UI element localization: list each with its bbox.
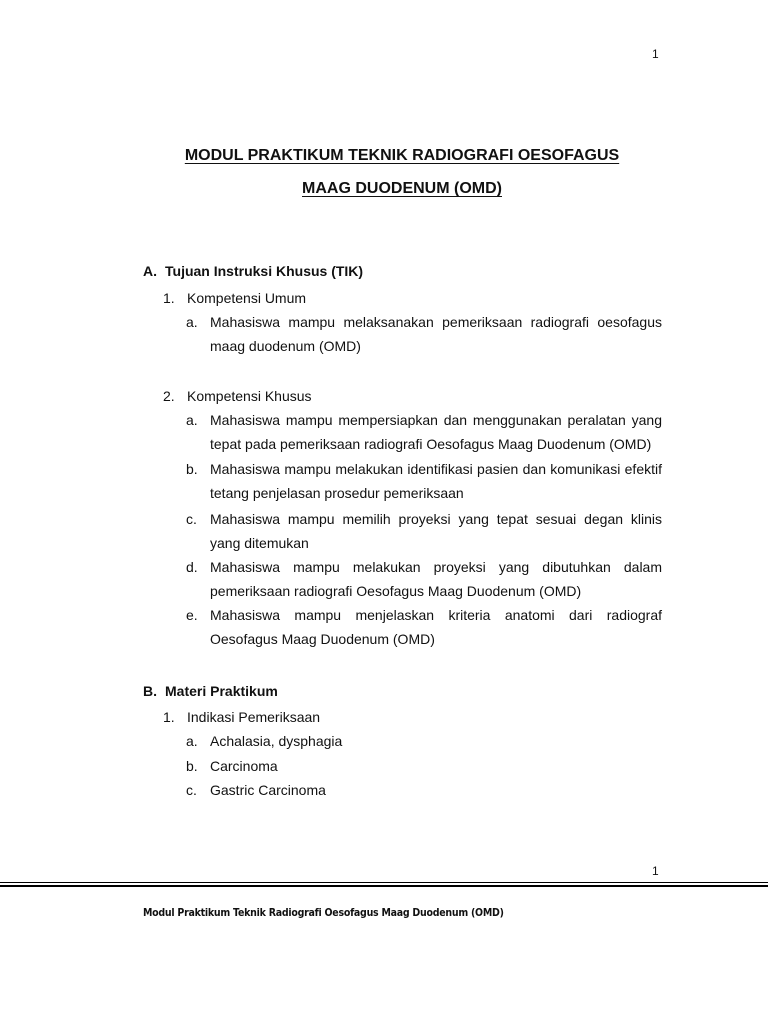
list-item bbox=[186, 754, 662, 778]
section-title: Tujuan Instruksi Khusus (TIK) bbox=[165, 263, 364, 279]
page-number-bottom: 1 bbox=[652, 864, 659, 878]
kompetensi-khusus-item bbox=[163, 388, 312, 404]
list-title: Indikasi Pemeriksaan bbox=[187, 709, 321, 725]
section-marker: B. bbox=[143, 683, 157, 699]
footer-divider bbox=[0, 882, 768, 883]
list-item bbox=[186, 457, 662, 505]
list-marker: a. bbox=[186, 733, 198, 749]
list-item bbox=[186, 778, 662, 802]
list-item bbox=[186, 555, 662, 603]
list-marker: 1. bbox=[163, 290, 175, 306]
section-marker: A. bbox=[143, 263, 157, 279]
list-title: Kompetensi Khusus bbox=[187, 388, 312, 404]
list-text: Mahasiswa mampu melakukan proyeksi yang dibutuhkan dalam pemeriksaan radiografi Oesofagus Maag Duodenum (OMD) bbox=[210, 559, 662, 599]
footer-text: Modul Praktikum Teknik Radiografi Oesofagus Maag Duodenum (OMD) bbox=[143, 906, 504, 919]
section-a-heading bbox=[143, 263, 363, 279]
list-text: Mahasiswa mampu melakukan identifikasi pasien dan komunikasi efektif tetang penjelasan prosedur pemeriksaan bbox=[210, 461, 662, 501]
list-marker: b. bbox=[186, 758, 198, 774]
list-text: Achalasia, dysphagia bbox=[210, 733, 343, 749]
list-marker: c. bbox=[186, 782, 197, 798]
list-text: Gastric Carcinoma bbox=[210, 782, 326, 798]
kompetensi-umum-item bbox=[163, 290, 306, 306]
list-marker: 2. bbox=[163, 388, 175, 404]
list-item bbox=[186, 310, 662, 358]
list-text: Carcinoma bbox=[210, 758, 278, 774]
list-item bbox=[186, 507, 662, 555]
list-marker: 1. bbox=[163, 709, 175, 725]
list-marker: b. bbox=[186, 461, 198, 477]
section-title: Materi Praktikum bbox=[165, 683, 278, 699]
page-number-top: 1 bbox=[652, 47, 659, 61]
list-marker: e. bbox=[186, 607, 198, 623]
section-b-heading bbox=[143, 683, 278, 699]
list-marker: d. bbox=[186, 559, 198, 575]
list-item bbox=[186, 603, 662, 651]
list-marker: a. bbox=[186, 314, 198, 330]
list-text: Mahasiswa mampu melaksanakan pemeriksaan radiografi oesofagus maag duodenum (OMD) bbox=[210, 314, 662, 354]
document-title-line2: MAAG DUODENUM (OMD) bbox=[302, 180, 502, 197]
list-text: Mahasiswa mampu memilih proyeksi yang tepat sesuai degan klinis yang ditemukan bbox=[210, 511, 662, 551]
list-text: Mahasiswa mampu mempersiapkan dan menggunakan peralatan yang tepat pada pemeriksaan radiografi Oesofagus Maag Duodenum (OMD) bbox=[210, 412, 662, 452]
list-title: Kompetensi Umum bbox=[187, 290, 307, 306]
list-item bbox=[186, 729, 662, 753]
list-item bbox=[186, 408, 662, 456]
indikasi-pemeriksaan-item bbox=[163, 709, 320, 725]
list-marker: a. bbox=[186, 412, 198, 428]
document-title-line1: MODUL PRAKTIKUM TEKNIK RADIOGRAFI OESOFAGUS bbox=[184, 147, 620, 164]
list-text: Mahasiswa mampu menjelaskan kriteria anatomi dari radiograf Oesofagus Maag Duodenum (OMD) bbox=[210, 607, 662, 647]
footer-divider-thick bbox=[0, 885, 768, 887]
list-marker: c. bbox=[186, 511, 197, 527]
